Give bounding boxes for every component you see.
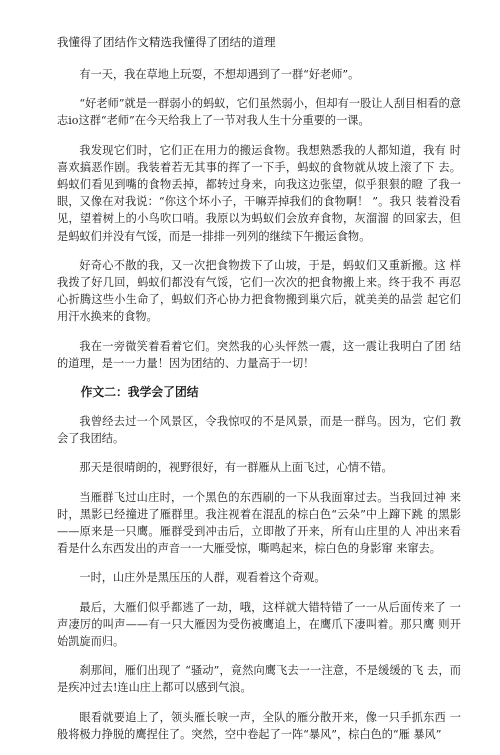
document-page [57,34,461,755]
paragraph-s1-5: 我在一旁微笑着看着它们。突然我的心头怦然一震，这一震让我明白了团 结的道理，是一一力量！因为团结的、力量高于一切！ [57,339,461,370]
document-title: 我懂得了团结作文精选我懂得了团结的道理 [57,35,276,49]
paragraph-s2-6: 刹那间，雁们出现了 “骚动”，竟然向鹰飞去一一注意，不是缓缓的飞 去，而是疾冲过去!连山庄上都可以感到气浪。 [57,664,461,695]
paragraph-s2-2: 那天是很晴朗的，视野很好，有一群雁从上面飞过，心情不错。 [79,461,393,475]
paragraph-s2-7: 眼看就要追上了，领头雁长唳一声，全队的雁分散开来，像一只手抓东西 一般将极力挣脱的鹰捏住了。突然，空中卷起了一阵“暴风”，棕白色的“雁 暴风” [57,710,461,741]
paragraph-s2-5: 最后，大雁们似乎都逃了一劫，哦，这样就大错特错了一一从后面传来了 一声凄厉的叫声——有一只大雁因为受伤被鹰追上，在鹰爪下凄叫着。那只鹰 则开始凯旋而归。 [57,600,461,649]
section-title: 作文二：我学会了团结 [80,385,199,400]
paragraph-s1-4: 好奇心不散的我，又一次把食物拨下了山坡，于是，蚂蚁们又重新搬。这 样我拨了好几回，蚂蚁们都没有气馁，它们一次次的把食物搬上来。终于我不 再忍心折腾这些小生命了，蚂蚁们齐心协力把食物搬到巢穴后，就美美的品尝 起它们用汗水换来的食物。 [57,258,461,324]
paragraph-s2-1: 我曾经去过一个风景区，令我惊叹的不是风景，而是一群鸟。因为，它们 教会了我团结。 [57,415,461,446]
paragraph-s1-1: 有一天，我在草地上玩耍，不想却遇到了一群“好老师”。 [79,68,360,81]
paragraph-s1-3: 我发现它们时，它们正在用力的搬运食物。我想熟悉我的人都知道，我有 时喜欢搞恶作剧。我装着若无其事的挥了一下手，蚂蚁的食物就从坡上滚了下 去。蚂蚁们看见到嘴的食物丢掉，都转过身来，向我这边张望，似乎狠狠的瞪 了我一眼，又像在对我说：“你这个坏小子，干嘛弄掉我们的食物啊！ ”。我只 装着没看见，望着树上的小鸟吹口哨。我原以为蚂蚁们会放弃食物，灰溜溜 的回家去，但是蚂蚁们并没有气馁，而是一排排一列列的继续下午搬运食物。 [57,143,461,243]
paragraph-s1-2: “好老师”就是一群弱小的蚂蚁，它们虽然弱小，但却有一股让人刮目相看的意志io这群“老师”在今天给我上了一节对我人生十分重要的一课。 [57,97,461,128]
paragraph-s2-3: 当雁群飞过山庄时，一个黑色的东西刷的一下从我面窜过去。当我回过神 来时，黑影已经撞进了雁群里。我注视着在混乱的棕白色“云朵”中上蹿下跳 的黑影——原来是一只鹰。雁群受到冲击后，立即散了开来，所有山庄里的人 冲出来看看是什么东西发出的声音一一大雁受惊，嘶鸣起来，棕白色的身影窜 来窜去。 [57,490,461,556]
paragraph-s2-4: 一时，山庄外是黑压压的人群，观看着这个奇观。 [79,571,326,585]
